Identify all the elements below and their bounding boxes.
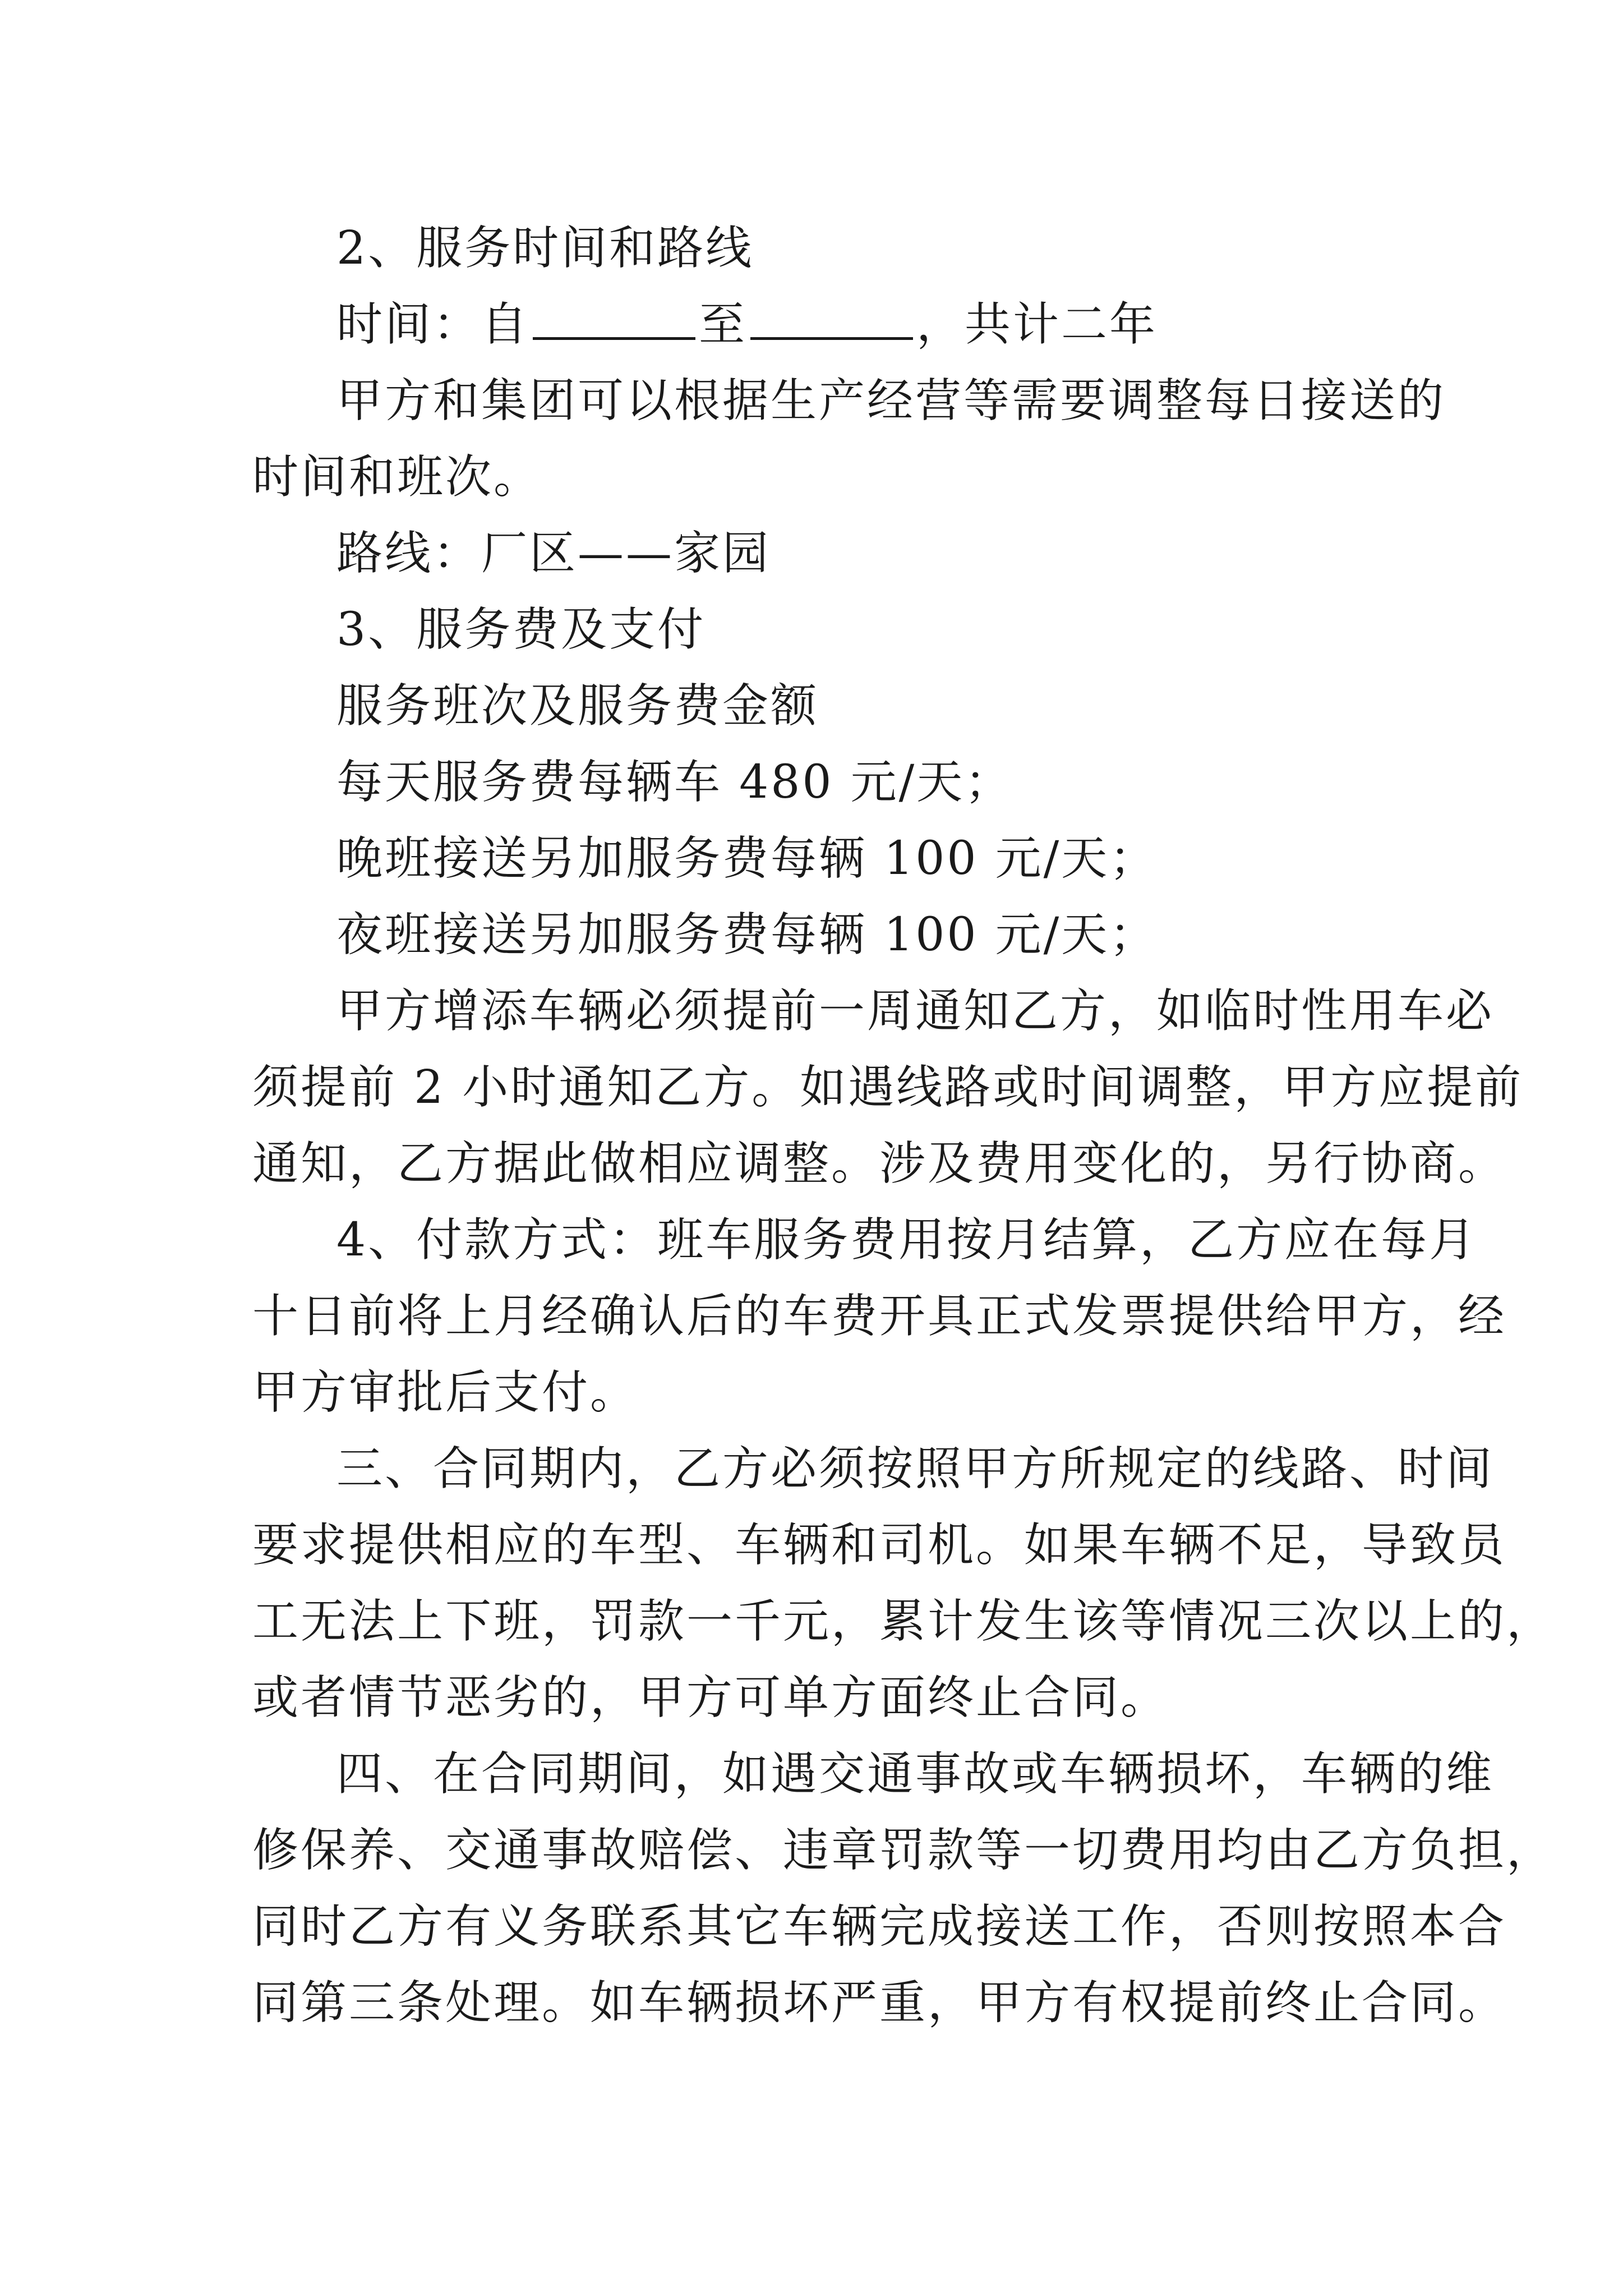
document-page bbox=[252, 210, 1555, 2041]
line-text: 同时乙方有义务联系其它车辆完成接送工作，否则按照本合 bbox=[252, 1900, 1507, 1953]
time-line bbox=[252, 287, 1402, 363]
line-text: 4、付款方式：班车服务费用按月结算，乙方应在每月 bbox=[336, 1213, 1478, 1267]
line-text: 十日前将上月经确认后的车费开具正式发票提供给甲方，经 bbox=[252, 1290, 1507, 1343]
line-text: 夜班接送另加服务费每辆 100 元/天； bbox=[336, 908, 1158, 961]
line-text: 工无法上下班，罚款一千元，累计发生该等情况三次以上的， bbox=[252, 1595, 1555, 1648]
text-line bbox=[252, 516, 1402, 592]
line-text: 三、合同期内，乙方必须按照甲方所规定的线路、时间 bbox=[336, 1442, 1495, 1496]
line-text: 须提前 2 小时通知乙方。如遇线路或时间调整，甲方应提前 bbox=[252, 1061, 1524, 1114]
text-line bbox=[252, 1965, 1507, 2041]
line-text: 通知，乙方据此做相应调整。涉及费用变化的，另行协商。 bbox=[252, 1137, 1507, 1190]
text-line bbox=[252, 439, 1402, 516]
line-text: 每天服务费每辆车 480 元/天； bbox=[336, 756, 1013, 809]
text-line bbox=[252, 668, 1402, 744]
text-line bbox=[252, 744, 1402, 821]
line-text: 2、服务时间和路线 bbox=[336, 222, 754, 275]
to-label: 至 bbox=[699, 298, 748, 351]
line-text: 晚班接送另加服务费每辆 100 元/天； bbox=[336, 832, 1158, 885]
text-line bbox=[252, 1507, 1507, 1584]
line-text: 甲方增添车辆必须提前一周通知乙方，如临时性用车必 bbox=[336, 984, 1495, 1038]
line-text: 时间和班次。 bbox=[252, 450, 542, 504]
line-text: 甲方和集团可以根据生产经营等需要调整每日接送的 bbox=[336, 374, 1446, 427]
text-line bbox=[252, 210, 1402, 287]
end-date-blank[interactable] bbox=[750, 297, 913, 340]
text-line bbox=[252, 1355, 1402, 1431]
line-text: 3、服务费及支付 bbox=[336, 603, 706, 656]
text-line bbox=[252, 897, 1402, 973]
text-line bbox=[252, 363, 1446, 439]
line-text: 同第三条处理。如车辆损坏严重，甲方有权提前终止合同。 bbox=[252, 1976, 1507, 2030]
text-line bbox=[252, 1202, 1478, 1278]
text-line bbox=[252, 1278, 1507, 1355]
text-line bbox=[252, 1889, 1507, 1965]
text-line bbox=[252, 1050, 1524, 1126]
text-line bbox=[252, 1736, 1495, 1812]
start-date-blank[interactable] bbox=[533, 297, 695, 340]
text-line bbox=[252, 1431, 1495, 1507]
time-label: 时间：自 bbox=[336, 298, 530, 351]
line-text: 或者情节恶劣的，甲方可单方面终止合同。 bbox=[252, 1671, 1169, 1724]
text-line bbox=[252, 1812, 1555, 1889]
text-line bbox=[252, 1584, 1555, 1660]
line-text: 路线：厂区——家园 bbox=[336, 527, 771, 580]
text-line bbox=[252, 1660, 1402, 1736]
total-label: ，共计二年 bbox=[916, 298, 1158, 351]
line-text: 要求提供相应的车型、车辆和司机。如果车辆不足，导致员 bbox=[252, 1519, 1507, 1572]
line-text: 四、在合同期间，如遇交通事故或车辆损坏，车辆的维 bbox=[336, 1747, 1495, 1801]
line-text: 甲方审批后支付。 bbox=[252, 1366, 639, 1419]
line-text: 服务班次及服务费金额 bbox=[336, 679, 819, 733]
text-line bbox=[252, 973, 1495, 1050]
text-line bbox=[252, 821, 1402, 897]
line-text: 修保养、交通事故赔偿、违章罚款等一切费用均由乙方负担， bbox=[252, 1824, 1555, 1877]
text-line bbox=[252, 592, 1402, 668]
text-line bbox=[252, 1126, 1507, 1202]
